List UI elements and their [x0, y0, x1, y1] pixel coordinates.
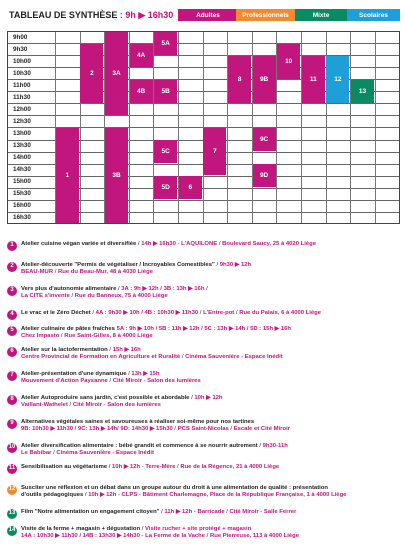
workshop-title: Atelier cuisine végan variée et diversifiée — [21, 241, 137, 247]
workshop-line — [21, 371, 401, 378]
workshop-title: Susciter une réflexion et un débat dans un groupe autour du droit à une alimentation de qualité : présentation — [21, 485, 329, 491]
separator: / — [136, 241, 142, 247]
workshop-detail: 3A : 9h ▶ 12h / 3B : 13h ▶ 16h — [121, 286, 205, 292]
workshop-number-badge: 5 — [7, 326, 17, 336]
separator: / — [180, 354, 186, 361]
separator: / — [59, 333, 65, 340]
workshop-title: Film "Notre alimentation un engagement citoyen" — [21, 509, 160, 515]
workshop-number-badge: 13 — [7, 509, 17, 519]
workshop-detail: Rue du Palais, 6 à 4000 Liège — [239, 310, 322, 316]
workshop-detail: Rue Saint-Gilles, 8 à 4000 Liège — [64, 333, 153, 340]
workshop-text — [21, 395, 401, 410]
separator: / — [257, 443, 263, 449]
separator: / — [198, 310, 204, 316]
workshop-line — [21, 262, 401, 269]
workshop-line — [21, 354, 401, 361]
workshop-number-badge: 2 — [7, 262, 17, 272]
workshop-number-badge: 8 — [7, 395, 17, 405]
workshop-line — [21, 333, 401, 340]
workshop-detail: 10h ▶ 12h — [112, 464, 141, 470]
workshop-detail: Rue du Beau-Mur, 48 à 4030 Liège — [58, 269, 153, 276]
time-label: 13h30 — [13, 142, 31, 150]
separator: / — [116, 286, 122, 292]
workshop-detail: Cité Miroir - Salle Ferrer — [229, 509, 297, 515]
workshop-detail: Escale et Cité Miroir — [233, 426, 290, 433]
time-label: 16h00 — [13, 202, 31, 210]
workshop-detail: Rue Pierreuse, 113 à 4000 Liège — [209, 533, 300, 540]
schedule-block-11: 11 — [302, 56, 325, 103]
separator: / — [159, 509, 165, 515]
schedule-block-4b: 4B — [130, 80, 153, 103]
workshop-title: Vers plus d'autonomie alimentaire — [21, 286, 117, 292]
workshop-text — [21, 464, 401, 471]
schedule-block-9b: 9B — [253, 56, 276, 103]
workshop-line — [21, 241, 401, 248]
schedule-block-5b: 5B — [154, 80, 177, 103]
workshop-line — [21, 492, 401, 499]
schedule-block-3b: 3B — [105, 128, 128, 223]
workshop-title: d'outils pédagogiques — [21, 492, 84, 499]
schedule-block-5c: 5C — [154, 140, 177, 163]
legend-adultes: Adultes — [178, 9, 238, 21]
time-label: 13h00 — [13, 129, 31, 137]
separator: / — [204, 286, 208, 292]
workshop-title: Atelier diversification alimentaire : bébé grandit et commence à se nourrir autrement — [21, 443, 258, 449]
separator: / — [214, 262, 220, 268]
separator: / — [234, 310, 240, 316]
separator: - — [139, 533, 146, 540]
workshop-detail: La CITE s'invente — [21, 293, 70, 300]
time-label: 12h00 — [13, 105, 31, 113]
workshop-detail: Le Babibar — [21, 450, 52, 457]
workshop-detail: 13h ▶ 15h — [131, 371, 160, 377]
time-label: 14h00 — [13, 154, 31, 162]
time-label: 12h30 — [13, 117, 31, 125]
legend-professionnels: Professionnels — [236, 9, 295, 21]
legend-mixte: Mixte — [295, 9, 347, 21]
separator: / — [90, 310, 96, 316]
workshop-detail: 9B: 10h30 ▶ 11h30 / 9C: 13h ▶ 14h/ 9D: 14h30 ▶ 15h30 — [21, 426, 173, 433]
workshop-detail: Chez Impasto — [21, 333, 60, 340]
separator: / — [126, 371, 132, 377]
workshop-detail: 14h ▶ 16h30 — [141, 241, 176, 247]
workshop-detail: 5A : 9h ▶ 10h / 5B : 11h ▶ 12h / 5C : 13h ▶ 14h / 5D : 15h ▶ 16h — [116, 326, 291, 332]
workshop-text — [21, 241, 401, 248]
separator: / — [107, 347, 113, 353]
workshop-number-badge: 6 — [7, 347, 17, 357]
time-label: 15h00 — [13, 178, 31, 186]
schedule-block-3a: 3A — [105, 32, 128, 115]
workshop-number-badge: 9 — [7, 419, 17, 429]
separator: - — [192, 509, 198, 515]
workshop-text — [21, 286, 401, 301]
workshop-text — [21, 443, 401, 458]
workshop-line — [21, 269, 401, 276]
time-range: : 9h ▶ 16h30 — [117, 10, 174, 20]
workshop-detail: La Ferme de la Vache — [145, 533, 206, 540]
schedule-block-7: 7 — [203, 128, 226, 175]
time-label: 9h30 — [13, 45, 28, 53]
workshop-line — [21, 286, 401, 293]
workshop-detail: Boulevard Saucy, 25 à 4020 Liège — [222, 241, 316, 247]
workshop-number-badge: 12 — [7, 485, 17, 495]
workshop-title: Atelier Autoproduire sans jardin, c'est possible et abordable — [21, 395, 190, 401]
workshop-detail: 11h ▶ 12h — [164, 509, 193, 515]
workshop-detail: PCS Saint-Nicolas — [177, 426, 229, 433]
time-label: 10h30 — [13, 69, 31, 77]
workshop-detail: L'Entre-pot — [203, 310, 235, 316]
workshop-text — [21, 485, 401, 500]
workshop-detail: BEAU-MUR — [21, 269, 54, 276]
column-divider — [375, 31, 376, 224]
page-title: TABLEAU DE SYNTHÈSE : 9h ▶ 16h30 — [9, 10, 174, 20]
workshop-text — [21, 526, 401, 541]
workshop-detail: Cinéma Sauvenière - Espace Inédit — [56, 450, 154, 457]
workshop-detail: Cité Miroir - Salon des lumières — [112, 378, 201, 385]
schedule-block-8: 8 — [228, 56, 251, 103]
schedule-block-10: 10 — [277, 44, 300, 79]
column-divider — [350, 31, 351, 224]
separator: / — [205, 533, 210, 540]
separator: - — [175, 241, 182, 247]
separator: / — [83, 492, 89, 499]
workshop-number-badge: 3 — [7, 286, 17, 296]
workshop-detail: Visite rucher + site protégé + magasin — [144, 526, 252, 532]
workshop-number-badge: 7 — [7, 371, 17, 381]
workshop-detail: Mouvement d'Action Paysanne — [21, 378, 108, 385]
separator: / — [228, 426, 234, 433]
separator: / — [51, 450, 57, 457]
workshop-detail: Rue du Banneux, 75 à 4000 Liège — [74, 293, 168, 300]
schedule-block-2: 2 — [80, 44, 103, 103]
workshop-line — [21, 402, 401, 409]
workshop-detail: 15h ▶ 16h — [112, 347, 141, 353]
schedule-block-1: 1 — [56, 128, 79, 223]
workshop-text — [21, 419, 401, 434]
workshop-detail: Rue de la Régence, 21 à 4000 Liège — [180, 464, 280, 470]
separator: - — [140, 464, 146, 470]
workshop-line — [21, 378, 401, 385]
time-label: 11h30 — [13, 93, 31, 101]
workshop-title: Alternatives végétales saines et savoureuses à réaliser soi-même pour nos tartines — [21, 419, 255, 425]
separator: / — [67, 402, 73, 409]
workshop-line — [21, 395, 401, 402]
separator: / — [175, 464, 181, 470]
workshop-detail: 4A : 9h30 ▶ 10h / 4B : 10h30 ▶ 11h30 — [95, 310, 199, 316]
time-label: 14h30 — [13, 166, 31, 174]
workshop-title: Atelier-présentation d'une dynamique — [21, 371, 127, 377]
workshop-detail: Cité Miroir - Salon des lumières — [72, 402, 161, 409]
schedule-block-5d: 5D — [154, 176, 177, 199]
workshop-detail: Centre Provincial de Formation en Agriculture et Ruralité — [21, 354, 181, 361]
workshop-title: Atelier-découverte "Permis de végétaliser / Incroyables Comestibles" — [21, 262, 215, 268]
schedule-block-9d: 9D — [253, 164, 276, 187]
workshop-title: Atelier sur la lactofermentation — [21, 347, 108, 353]
time-label: 11h00 — [13, 81, 31, 89]
schedule-grid — [7, 31, 400, 224]
workshop-title: Le vrac et le Zéro Déchet — [21, 310, 91, 316]
schedule-block-5a: 5A — [154, 32, 177, 55]
workshop-line — [21, 464, 401, 471]
workshop-line — [21, 347, 401, 354]
separator: / — [140, 526, 145, 532]
time-label: 10h00 — [13, 57, 31, 65]
workshop-text — [21, 262, 401, 277]
separator: / — [172, 426, 178, 433]
schedule-block-13: 13 — [351, 80, 374, 103]
workshop-line — [21, 426, 401, 433]
workshop-detail: 9h30 ▶ 12h — [219, 262, 252, 268]
separator: / — [217, 241, 223, 247]
schedule-block-6: 6 — [179, 176, 202, 199]
schedule-block-12: 12 — [326, 56, 349, 103]
workshop-title: Sensibilisation au végétarisme — [21, 464, 108, 470]
workshop-number-badge: 11 — [7, 464, 17, 474]
workshop-detail: L'AQUILONE — [181, 241, 218, 247]
separator: / — [107, 464, 113, 470]
workshop-detail: 10h ▶ 12h — [194, 395, 223, 401]
separator: / — [69, 293, 75, 300]
workshop-detail: Cinéma Sauvenière - Espace Inédit — [185, 354, 283, 361]
workshop-text — [21, 347, 401, 362]
time-label: 9h00 — [13, 33, 28, 41]
time-label: 15h30 — [13, 190, 31, 198]
workshop-text — [21, 371, 401, 386]
workshop-line — [21, 450, 401, 457]
workshop-detail: Vaillant-Wathelet — [21, 402, 68, 409]
time-label: 16h30 — [13, 214, 31, 222]
separator: / — [189, 395, 195, 401]
workshop-line — [21, 443, 401, 450]
workshop-detail: 9h30-11h — [262, 443, 288, 449]
workshop-detail: 14A : 10h30 ▶ 11h30 / 14B : 13h30 ▶ 14h30 — [21, 533, 140, 540]
workshop-line — [21, 326, 401, 333]
workshop-line — [21, 293, 401, 300]
workshop-number-badge: 10 — [7, 443, 17, 453]
schedule-block-4a: 4A — [130, 44, 153, 67]
workshop-title: Atelier culinaire de pâtes fraîches — [21, 326, 115, 332]
separator: / — [107, 378, 113, 385]
separator: / — [53, 269, 58, 276]
workshop-number-badge: 14 — [7, 526, 17, 536]
workshop-text — [21, 310, 401, 317]
workshop-number-badge: 1 — [7, 241, 17, 251]
legend-scolaires: Scolaires — [347, 9, 400, 21]
workshop-text — [21, 509, 401, 516]
workshop-title: Visite de la ferme + magasin + dégustation — [21, 526, 141, 532]
workshop-detail: 10h ▶ 12h - CLPS - Bâtiment Charlemagne, Place de la République Française, 1 à 4000 Liège — [88, 492, 347, 499]
workshop-number-badge: 4 — [7, 310, 17, 320]
workshop-line — [21, 509, 401, 516]
schedule-block-9c: 9C — [253, 128, 276, 151]
separator: / — [224, 509, 230, 515]
workshop-detail: Terre-Mère — [145, 464, 176, 470]
workshop-text — [21, 326, 401, 341]
workshop-line — [21, 310, 401, 317]
workshop-detail: Barricade — [197, 509, 225, 515]
workshop-line — [21, 533, 401, 540]
